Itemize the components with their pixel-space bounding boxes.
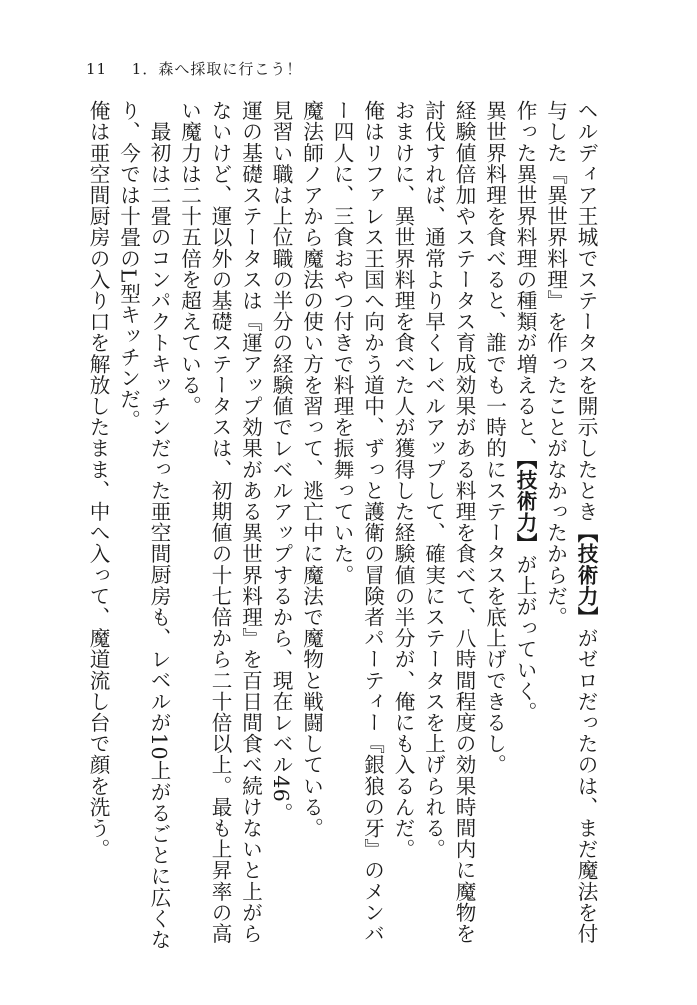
paragraph-5 bbox=[388, 100, 419, 960]
paragraph-8 bbox=[266, 100, 297, 960]
text-segment: 作った異世界料理の種類が増えると、 bbox=[513, 100, 537, 459]
text-segment: が上がっていく。 bbox=[513, 553, 537, 723]
text-segment: おまけに、異世界料理を食べた人が獲得した経験値の半分が、俺にも入るんだ。 bbox=[391, 100, 415, 860]
text-segment: 魔法師ノアから魔法の使い方を習って、逃亡中に魔法で魔物と戦闘している。 bbox=[299, 100, 324, 839]
text-segment: 経験値倍加やステータス育成効果がある料理を食べて、八時間程度の効果時間内に魔物を討伐すれば、通常より早くレベルアップして、確実にステータスを上げられる。 bbox=[421, 100, 476, 944]
paragraph-11 bbox=[83, 100, 114, 960]
vertical-body-text bbox=[81, 100, 601, 960]
text-segment: がゼロだったのは、まだ魔法を付与した『異世界料理』を作ったことがなかったからだ。 bbox=[543, 100, 598, 944]
text-segment: 俺はリファレス王国へ向かう道中、ずっと護衛の冒険者パーティー『銀狼の牙』のメンバー四人に、三食おやつ付きで料理を振舞っていた。 bbox=[330, 100, 385, 944]
paragraph-9 bbox=[174, 100, 266, 960]
running-header bbox=[86, 58, 302, 79]
paragraph-6 bbox=[327, 100, 388, 960]
text-segment: 異世界料理を食べると、誰でも一時的にステータスを底上げできるし。 bbox=[482, 100, 507, 776]
text-segment: ヘルディア王城でステータスを開示したとき bbox=[574, 100, 598, 522]
paragraph-2 bbox=[510, 100, 541, 960]
text-segment: 運の基礎ステータスは『運アップ効果がある異世界料理』を百日間食べ続けないと上がらないけど、運以外の基礎ステータスは、初期値の十七倍から二十倍以上。最も上昇率の高い魔力は二十五倍を超えている。 bbox=[177, 100, 263, 944]
text-segment: 俺は亜空間厨房の入り口を解放したまま、中へ入って、魔道流し台で顔を洗う。 bbox=[86, 100, 110, 860]
chapter-title: 1．森へ採取に行こう！ bbox=[131, 60, 303, 78]
skill-name-bold: 【技術力】 bbox=[574, 522, 598, 628]
skill-name-bold: 【技術力】 bbox=[513, 458, 537, 554]
paragraph-4 bbox=[418, 100, 479, 960]
text-segment: 見習い職は上位職の半分の経験値でレベルアップするから、現在レベル46。 bbox=[269, 100, 293, 824]
paragraph-1 bbox=[540, 100, 601, 960]
paragraph-10 bbox=[113, 100, 174, 960]
page-number: 11 bbox=[86, 60, 108, 78]
paragraph-3 bbox=[479, 100, 510, 960]
paragraph-7 bbox=[296, 100, 327, 960]
text-segment: 最初は二畳のコンパクトキッチンだった亜空間厨房も、レベルが10上がるごとに広くなり、今では十畳のL型キッチンだ。 bbox=[116, 100, 171, 950]
